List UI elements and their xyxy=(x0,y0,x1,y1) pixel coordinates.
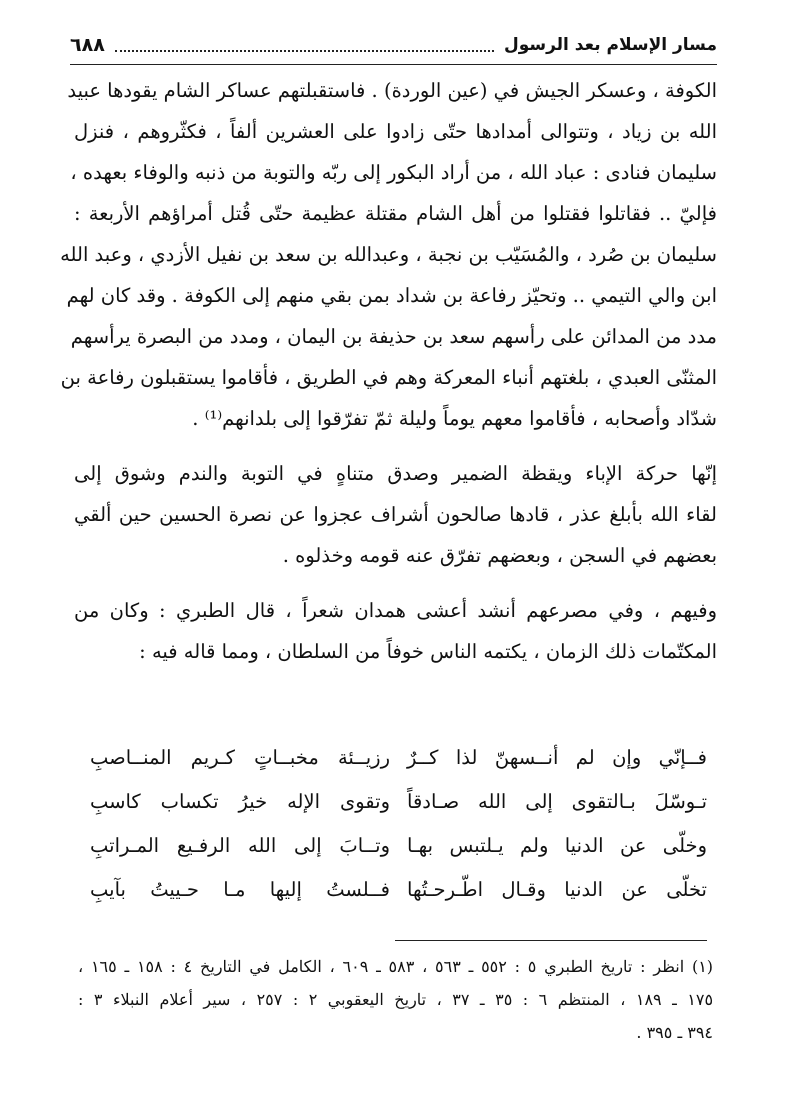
paragraph-2 xyxy=(74,453,717,576)
verse-second-hemistich: وتقوى الإله خيرُ تكساب كاسبِ xyxy=(90,789,390,813)
text-line: ابن والي التيمي .. وتحيّز رفاعة بن شداد بمن بقي منهم إلى الكوفة . وقد كان لهم xyxy=(66,284,717,307)
text-line: وفيهم ، وفي مصرعهم أنشد أعشى همدان شعراً ، قال الطبري : وكان من xyxy=(74,599,717,622)
text-line: المكتّمات ذلك الزمان ، يكتمه الناس خوفاً من السلطان ، ومما قاله فيه : xyxy=(139,640,717,663)
text-line: الله بن زياد ، وتتوالى أمدادها حتّى زادوا على العشرين ألفاً ، فكثّروهم ، فنزل xyxy=(74,120,717,143)
body-text xyxy=(60,70,717,672)
paragraph-3 xyxy=(74,590,717,672)
footnote-line: (١) انظر : تاريخ الطبري ٥ : ٥٥٢ ـ ٥٦٣ ، ٥٨٣ ـ ٦٠٩ ، الكامل في التاريخ ٤ : ١٥٨ ـ ١٦٥ ، xyxy=(78,957,714,976)
text-line: سليمان بن صُرد ، والمُسَيّب بن نجبة ، وعبدالله بن سعد بن نفيل الأزدي ، وعبد الله xyxy=(60,243,717,266)
verse-second-hemistich: فــلستُ إليها مـا حـييتُ بآيبِ xyxy=(90,877,390,901)
text-line: الكوفة ، وعسكر الجيش في (عين الوردة) . فاستقبلتهم عساكر الشام يقودها عبيد xyxy=(67,79,717,102)
text-line: بعضهم في السجن ، وبعضهم تفرّق عنه قومه وخذلوه . xyxy=(282,544,717,567)
poem-verse xyxy=(90,867,707,911)
text-line: سليمان فنادى : عباد الله ، من أراد البكور إلى ربّه والتوبة من ذنبه والوفاء بعهده ، xyxy=(70,161,717,184)
footnote-rule xyxy=(395,940,707,941)
verse-first-hemistich: فــإنّي وإن لم أنــسهنّ لذا كــرٌ xyxy=(407,745,707,769)
poem-verse xyxy=(90,779,707,823)
verse-second-hemistich: رزيــئة مخبــاتٍ كـريم المنــاصبِ xyxy=(90,745,390,769)
footnote-line: ٣٩٤ ـ ٣٩٥ . xyxy=(636,1023,713,1042)
verse-first-hemistich: تـوسّلَ بـالتقوى إلى الله صـادقاً xyxy=(407,789,707,813)
text-line: إنّها حركة الإباء ويقظة الضمير وصدق متناهٍ في التوبة والندم وشوق إلى xyxy=(74,462,717,485)
text-line: لقاء الله بأبلغ عذر ، قادها صالحون أشراف عجزوا عن نصرة الحسين حين ألقي xyxy=(74,503,717,526)
page-header xyxy=(70,28,717,62)
footnote-line: ١٧٥ ـ ١٨٩ ، المنتظم ٦ : ٣٥ ـ ٣٧ ، تاريخ اليعقوبي ٢ : ٢٥٧ ، سير أعلام النبلاء ٣ : xyxy=(78,990,714,1009)
verse-first-hemistich: تخلّى عن الدنيا وقـال اطّـرحـتُها xyxy=(407,877,707,901)
text-line: المثنّى العبدي ، بلغتهم أنباء المعركة وهم في الطريق ، فأقاموا يستقبلون رفاعة بن xyxy=(60,366,717,389)
verse-first-hemistich: وخلّى عن الدنيا ولم يـلتبس بهـا xyxy=(407,833,707,857)
text-line: شدّاد وأصحابه ، فأقاموا معهم يوماً وليلة ثمّ تفرّقوا إلى بلدانهم⁽¹⁾ . xyxy=(192,407,717,430)
paragraph-1 xyxy=(60,70,717,439)
poem-verse xyxy=(90,823,707,867)
page-number: ٦٨٨ xyxy=(70,34,105,56)
header-dot-leader xyxy=(115,38,494,52)
footnotes xyxy=(78,950,713,1049)
poem xyxy=(90,735,707,911)
text-line: فإليّ .. فقاتلوا فقتلوا من أهل الشام مقتلة عظيمة حتّى قُتل أمراؤهم الأربعة : xyxy=(74,202,717,225)
text-line: مدد من المدائن على رأسهم سعد بن حذيفة بن اليمان ، ومدد من البصرة يرأسهم xyxy=(70,325,717,348)
poem-verse xyxy=(90,735,707,779)
running-title: مسار الإسلام بعد الرسول xyxy=(503,35,717,55)
header-rule xyxy=(70,64,717,65)
verse-second-hemistich: وتــابَ إلى الله الرفـيع المـراتبِ xyxy=(90,833,390,857)
